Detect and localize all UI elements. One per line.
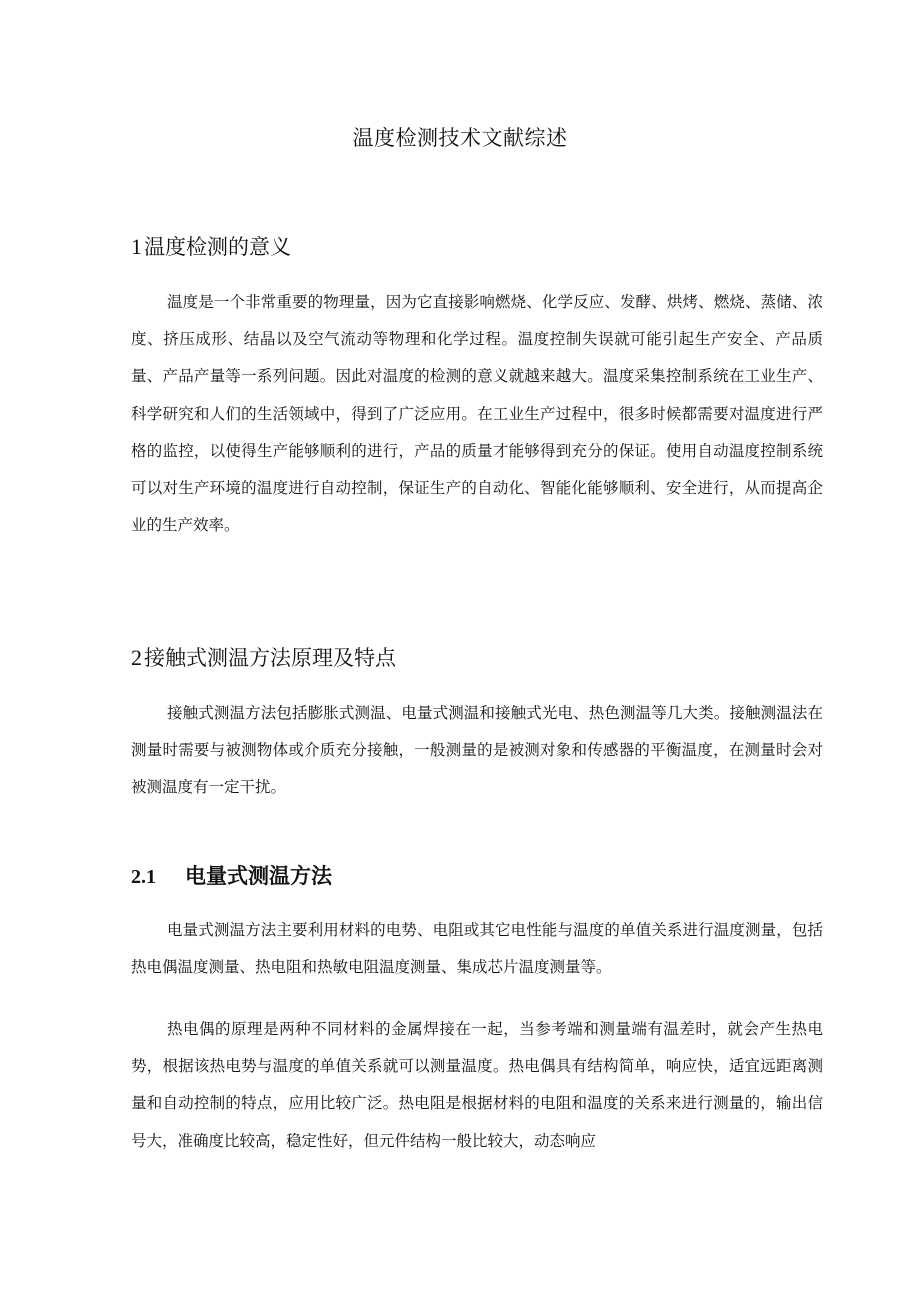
section-2-1-paragraph-1: 电量式测温方法主要利用材料的电势、电阻或其它电性能与温度的单值关系进行温度测量，包括热电偶温度测量、热电阻和热敏电阻温度测量、集成芯片温度测量等。 <box>131 921 823 977</box>
section-1-title: 温度检测的意义 <box>144 235 291 259</box>
section-2-title: 接触式测温方法原理及特点 <box>144 646 396 670</box>
section-1-paragraph-1: 温度是一个非常重要的物理量，因为它直接影响燃烧、化学反应、发酵、烘烤、燃烧、蒸储、浓度、挤压成形、结晶以及空气流动等物理和化学过程。温度控制失误就可能引起生产安全、产品质量、产品产量等一系列问题。因此对温度的检测的意义就越来越大。温度采集控制系统在工业生产、科学研究和人们的生活领域中，得到了广泛应用。在工业生产过程中，很多时候都需要对温度进行严格的监控，以使得生产能够顺利的进行，产品的质量才能够得到充分的保证。使用自动温度控制系统可以对生产环境的温度进行自动控制，保证生产的自动化、智能化能够顺利、安全进行，从而提高企业的生产效率。 <box>131 293 823 535</box>
section-2-1-paragraph-2: 热电偶的原理是两种不同材料的金属焊接在一起，当参考端和测量端有温差时，就会产生热电势，根据该热电势与温度的单值关系就可以测量温度。热电偶具有结构简单，响应快，适宜远距离测量和自动控制的特点，应用比较广泛。热电阻是根据材料的电阻和温度的关系来进行测量的，输出信号大，准确度比较高，稳定性好，但元件结构一般比较大，动态响应 <box>131 1020 823 1150</box>
section-2-1-heading <box>131 862 332 891</box>
section-1-number: 1 <box>131 234 142 259</box>
section-2-number: 2 <box>131 645 142 670</box>
section-2-paragraph-1: 接触式测温方法包括膨胀式测温、电量式测温和接触式光电、热色测温等几大类。接触测温法在测量时需要与被测物体或介质充分接触，一般测量的是被测对象和传感器的平衡温度，在测量时会对被测温度有一定干扰。 <box>131 704 823 797</box>
section-1-heading <box>131 233 291 261</box>
section-2-1-number: 2.1 <box>131 866 156 888</box>
section-2-1-title: 电量式测温方法 <box>185 864 332 888</box>
document-title: 温度检测技术文献综述 <box>352 126 568 150</box>
section-2-heading <box>131 644 396 672</box>
